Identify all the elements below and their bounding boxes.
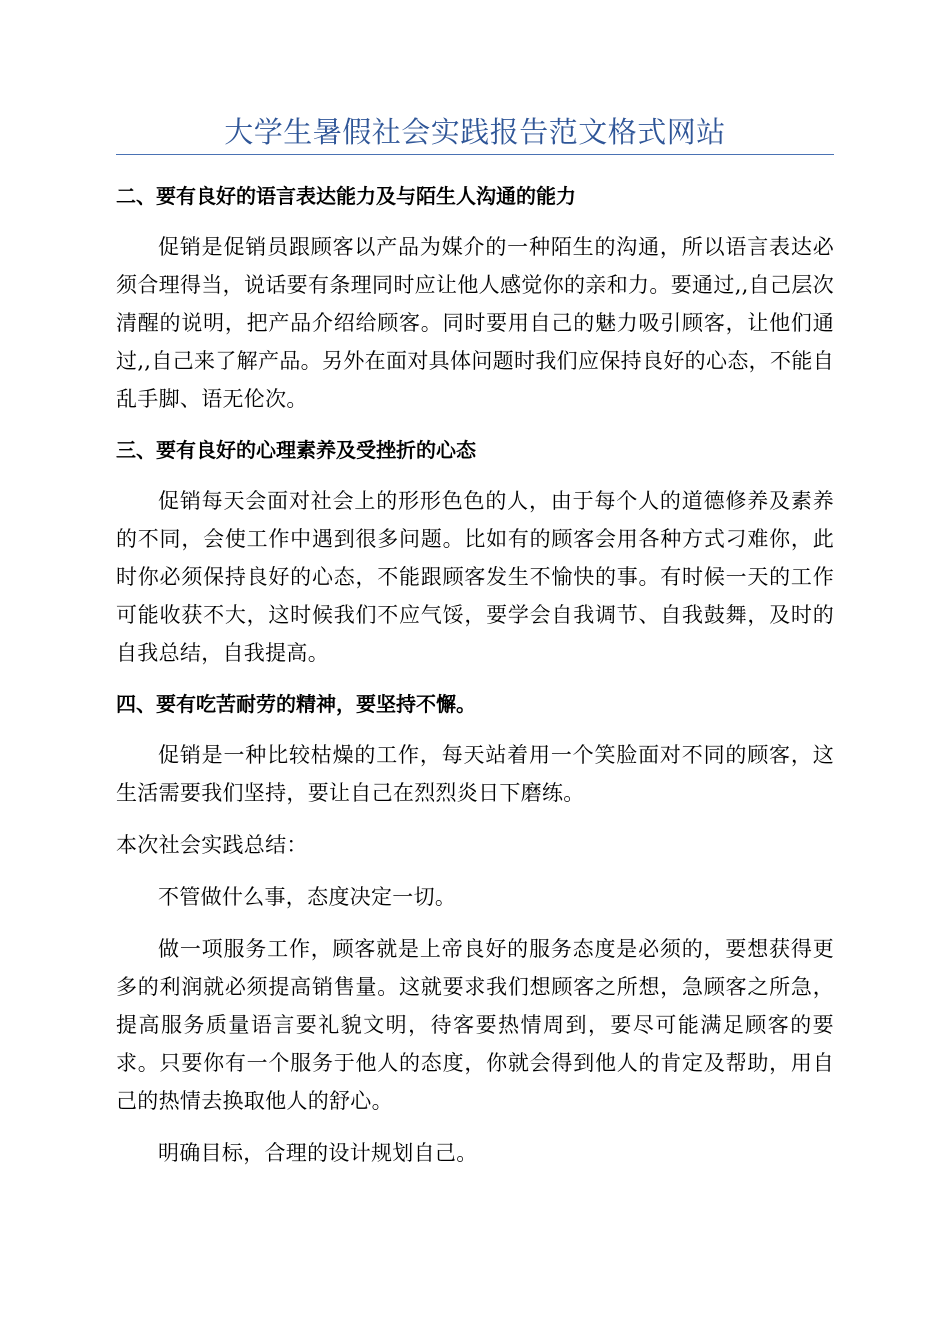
- section-heading-2: 二、要有良好的语言表达能力及与陌生人沟通的能力: [116, 184, 576, 208]
- section-paragraph-3: 促销每天会面对社会上的形形色色的人，由于每个人的道德修养及素养的不同，会使工作中遇到很多问题。比如有的顾客会用各种方式刁难你，此时你必须保持良好的心态，不能跟顾客发生不愉快的事。有时候一天的工作可能收获不大，这时候我们不应气馁，要学会自我调节、自我鼓舞，及时的自我总结，自我提高。: [116, 489, 834, 665]
- section-heading-4: 四、要有吃苦耐劳的精神，要坚持不懈。: [116, 692, 476, 716]
- document-body: [116, 178, 834, 1186]
- section-heading-3: 三、要有良好的心理素养及受挫折的心态: [116, 438, 476, 462]
- section-paragraph-2: 促销是促销员跟顾客以产品为媒介的一种陌生的沟通，所以语言表达必须合理得当，说话要有条理同时应让他人感觉你的亲和力。要通过,,自己层次清醒的说明，把产品介绍给顾客。同时要用自己的魅力吸引顾客，让他们通过,,自己来了解产品。另外在面对具体问题时我们应保持良好的心态，不能自乱手脚、语无伦次。: [116, 235, 834, 411]
- section-paragraph-4: 促销是一种比较枯燥的工作，每天站着用一个笑脸面对不同的顾客，这生活需要我们坚持，要让自己在烈烈炎日下磨练。: [116, 743, 834, 805]
- summary-paragraph-2: 做一项服务工作，顾客就是上帝良好的服务态度是必须的，要想获得更多的利润就必须提高销售量。这就要求我们想顾客之所想，急顾客之所急，提高服务质量语言要礼貌文明，待客要热情周到，要尽可能满足顾客的要求。只要你有一个服务于他人的态度，你就会得到他人的肯定及帮助，用自己的热情去换取他人的舒心。: [116, 937, 834, 1113]
- title-underline: [116, 154, 834, 155]
- summary-label: 本次社会实践总结：: [116, 833, 308, 857]
- document-title: 大学生暑假社会实践报告范文格式网站: [224, 115, 726, 149]
- summary-paragraph-3: 明确目标，合理的设计规划自己。: [158, 1141, 478, 1165]
- summary-paragraph-1: 不管做什么事，态度决定一切。: [158, 885, 457, 909]
